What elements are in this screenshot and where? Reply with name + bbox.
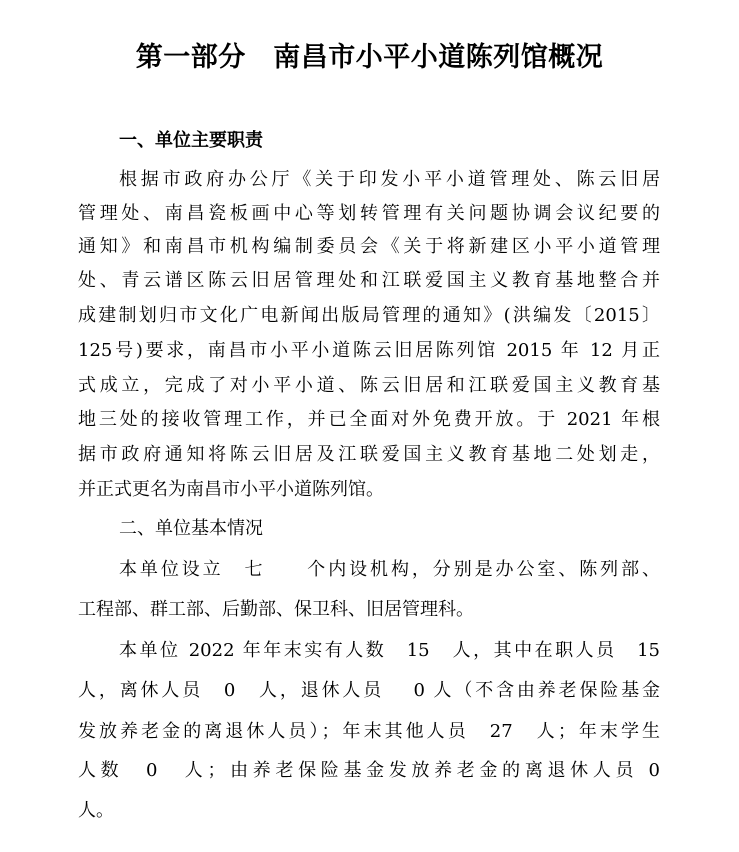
paragraph-line: 成建制划归市文化广电新闻出版局管理的通知》(洪编发〔2015〕	[78, 305, 660, 326]
paragraph-line: 125号)要求，南昌市小平小道陈云旧居陈列馆 2015 年 12 月正	[78, 340, 660, 361]
paragraph-line: 人。	[78, 800, 114, 821]
paragraph-line: 根据市政府办公厅《关于印发小平小道管理处、陈云旧居	[119, 169, 660, 190]
section-heading-duties: 一、单位主要职责	[119, 130, 263, 151]
section-heading-basic-info: 二、单位基本情况	[119, 518, 263, 539]
paragraph-line: 管理处、南昌瓷板画中心等划转管理有关问题协调会议纪要的	[78, 203, 660, 224]
paragraph-line: 本单位 2022 年年末实有人数 15 人，其中在职人员 15	[119, 640, 660, 661]
paragraph-line: 并正式更名为南昌市小平小道陈列馆。	[78, 479, 384, 500]
page-title: 第一部分 南昌市小平小道陈列馆概况	[135, 42, 604, 73]
paragraph-line: 工程部、群工部、后勤部、保卫科、旧居管理科。	[78, 599, 474, 620]
paragraph-line: 式成立，完成了对小平小道、陈云旧居和江联爱国主义教育基	[78, 375, 660, 396]
paragraph-line: 通知》和南昌市机构编制委员会《关于将新建区小平小道管理	[78, 236, 660, 257]
paragraph-line: 人，离休人员 0 人，退休人员 0 人（不含由养老保险基金	[78, 680, 660, 701]
paragraph-line: 发放养老金的离退休人员）；年末其他人员 27 人；年末学生	[78, 721, 660, 742]
paragraph-line: 据市政府通知将陈云旧居及江联爱国主义教育基地二处划走，	[78, 444, 660, 465]
paragraph-line: 地三处的接收管理工作，并已全面对外免费开放。于 2021 年根	[78, 409, 660, 430]
paragraph-line: 处、青云谱区陈云旧居管理处和江联爱国主义教育基地整合并	[78, 270, 660, 291]
paragraph-line: 人数 0 人；由养老保险基金发放养老金的离退休人员 0	[78, 760, 660, 781]
paragraph-line: 本单位设立 七 个内设机构，分别是办公室、陈列部、	[119, 559, 660, 580]
